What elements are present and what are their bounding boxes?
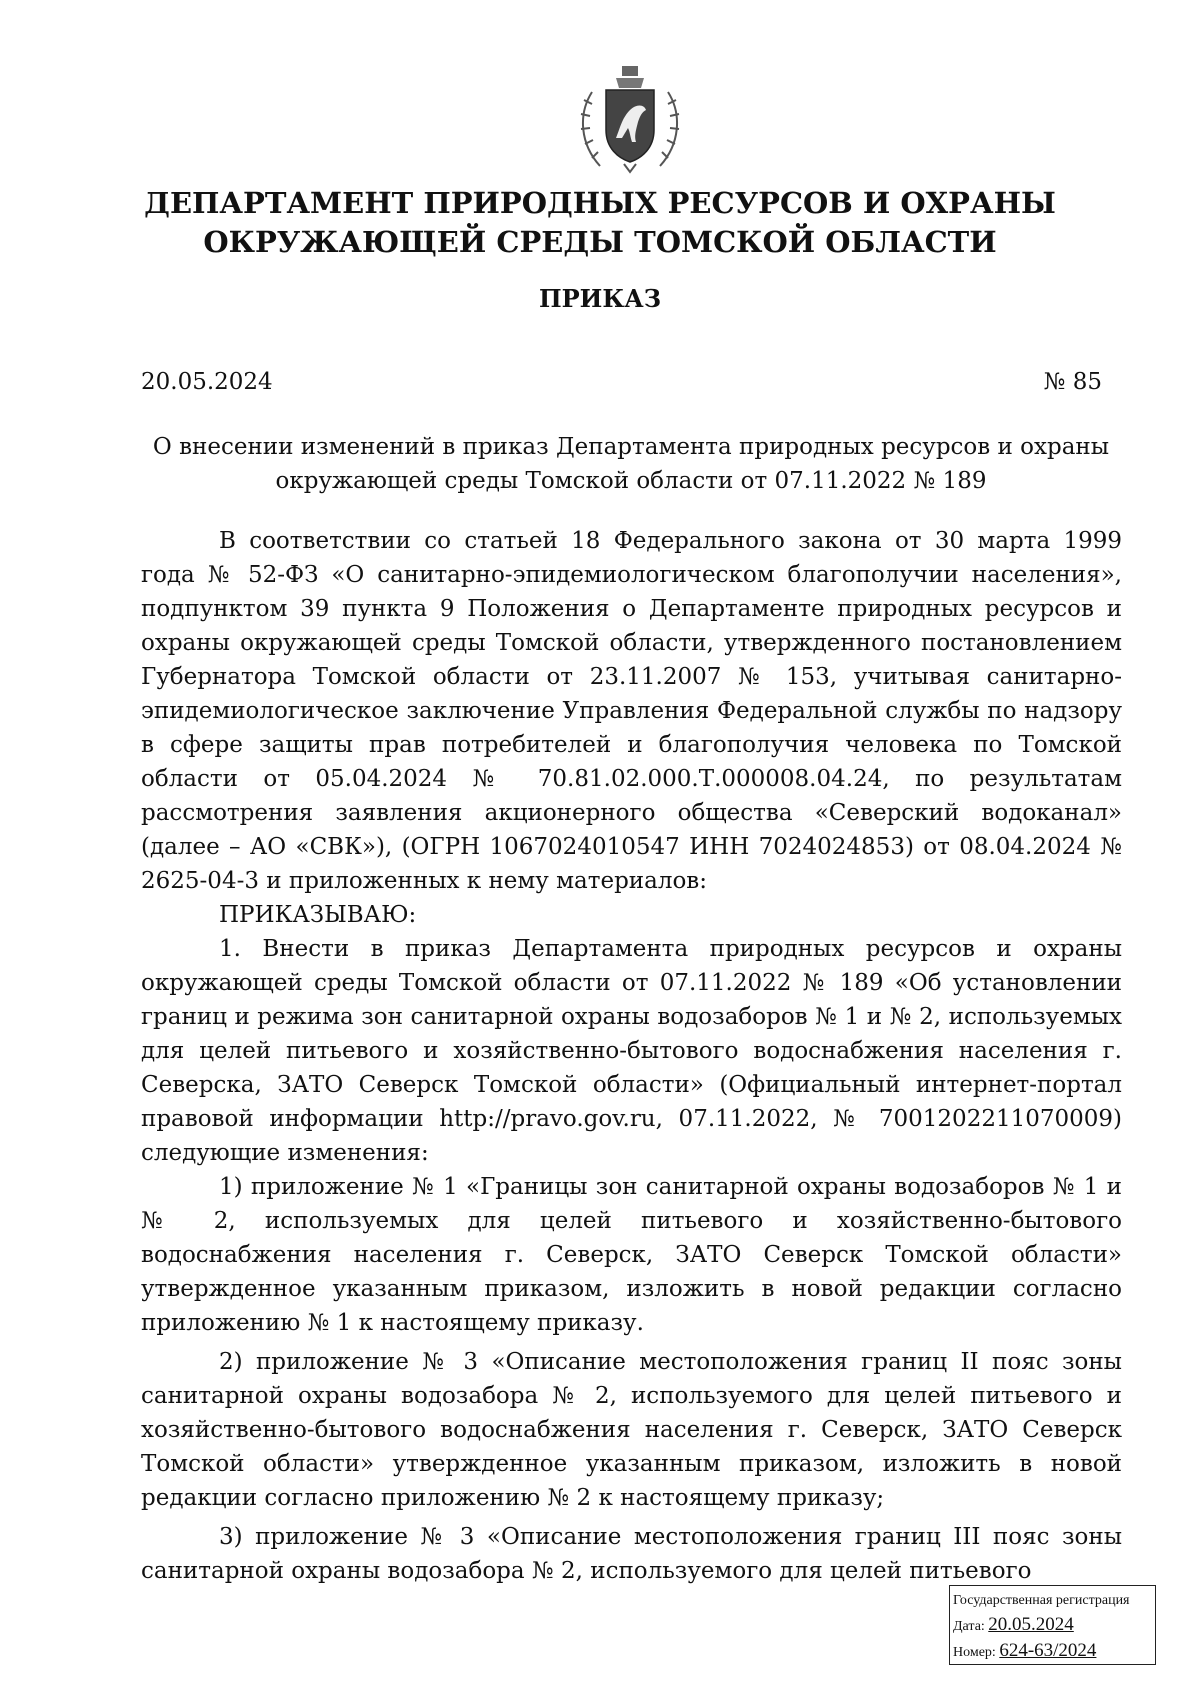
registration-number-row — [953, 1639, 1152, 1665]
subject-line-1: О внесении изменений в приказ Департамента природных ресурсов и охраны — [152, 434, 1110, 460]
item-1-paragraph: 1. Внести в приказ Департамента природных ресурсов и охраны окружающей среды Томской области от 07.11.2022 № 189 «Об установлении границ и режима зон санитарной охраны водозаборов № 1 и № 2, используемых для целей питьевого и хозяйственно-бытового водоснабжения населения г. Северска, ЗАТО Северск Томской области» (Официальный интернет-портал правовой информации http://pravo.gov.ru, 07.11.2022, № 7001202211070009) следующие изменения: — [141, 936, 1122, 1166]
subitem-3-paragraph: 3) приложение № 3 «Описание местоположения границ III пояс зоны санитарной охраны водозабора № 2, используемого для целей питьевого — [141, 1524, 1122, 1584]
registration-title: Государственная регистрация — [953, 1593, 1130, 1608]
preamble-paragraph: В соответствии со статьей 18 Федерального закона от 30 марта 1999 года № 52-ФЗ «О санитарно-эпидемиологическом благополучии населения», подпунктом 39 пункта 9 Положения о Департаменте природных ресурсов и охраны окружающей среды Томской области, утвержденного постановлением Губернатора Томской области от 23.11.2007 № 153, учитывая санитарно-эпидемиологическое заключение Управления Федеральной службы по надзору в сфере защиты прав потребителей и благополучия человека по Томской области от 05.04.2024 № 70.81.02.000.Т.000008.04.24, по результатам рассмотрения заявления акционерного общества «Северский водоканал» (далее – АО «СВК»), (ОГРН 1067024010547 ИНН 7024024853) от 08.04.2024 № 2625-04-3 и приложенных к нему материалов: — [141, 528, 1122, 894]
subitem-1-paragraph: 1) приложение № 1 «Границы зон санитарной охраны водозаборов № 1 и № 2, используемых для целей питьевого и хозяйственно-бытового водоснабжения населения г. Северск, ЗАТО Северск Томской области» утвержденное указанным приказом, изложить в новой редакции согласно приложению № 1 к настоящему приказу. — [141, 1174, 1122, 1336]
registration-date-value: 20.05.2024 — [988, 1614, 1074, 1635]
subject-line-2: окружающей среды Томской области от 07.11.2022 № 189 — [275, 468, 987, 494]
org-line-2: ОКРУЖАЮЩЕЙ СРЕДЫ ТОМСКОЙ ОБЛАСТИ — [203, 225, 997, 259]
document-number: № 85 — [1043, 369, 1102, 395]
organization-name — [140, 184, 1060, 262]
org-line-1: ДЕПАРТАМЕНТ ПРИРОДНЫХ РЕСУРСОВ И ОХРАНЫ — [144, 186, 1056, 220]
registration-number-value: 624-63/2024 — [999, 1640, 1097, 1661]
order-word: ПРИКАЗЫВАЮ: — [219, 902, 417, 928]
coat-of-arms-emblem — [570, 64, 690, 176]
registration-date-row — [953, 1613, 1152, 1639]
document-body — [141, 524, 1122, 1588]
document-subject — [140, 430, 1122, 498]
registration-date-label: Дата: — [953, 1619, 985, 1634]
document-date: 20.05.2024 — [141, 369, 273, 395]
subitem-2-paragraph: 2) приложение № 3 «Описание местоположения границ II пояс зоны санитарной охраны водозабора № 2, используемого для целей питьевого и хозяйственно-бытового водоснабжения населения г. Северск, ЗАТО Северск Томской области» утвержденное указанным приказом, изложить в новой редакции согласно приложению № 2 к настоящему приказу; — [141, 1349, 1122, 1511]
registration-stamp — [949, 1585, 1156, 1665]
document-type: ПРИКАЗ — [538, 284, 662, 313]
registration-number-label: Номер: — [953, 1645, 996, 1660]
